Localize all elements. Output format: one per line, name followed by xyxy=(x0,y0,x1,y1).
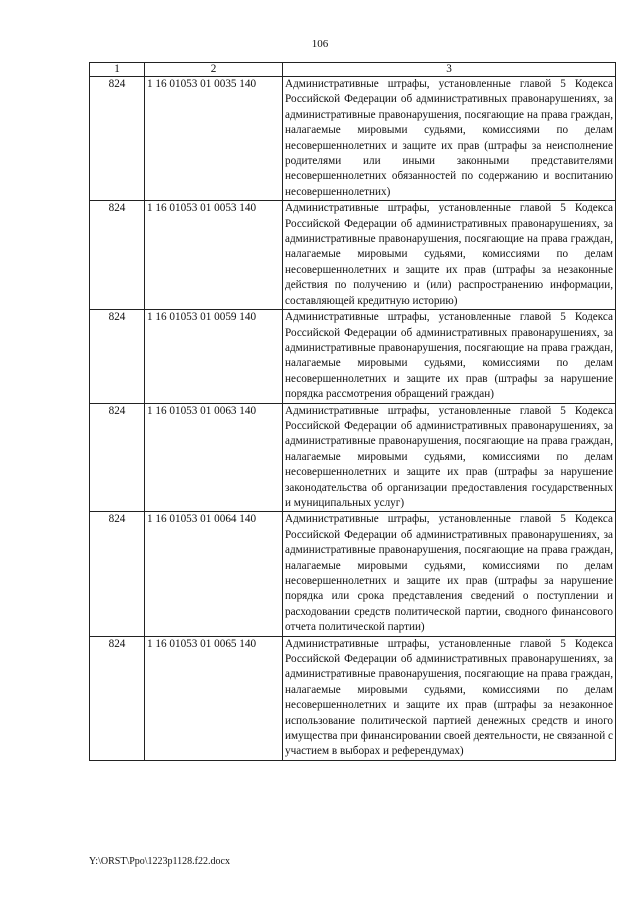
column-header-3: 3 xyxy=(283,63,616,77)
income-code-cell: 1 16 01053 01 0053 140 xyxy=(145,201,283,310)
table-row xyxy=(90,201,616,310)
table-row xyxy=(90,403,616,512)
income-name-cell: Административные штрафы, установленные главой 5 Кодекса Российской Федерации об административных правонарушениях, за административные правонарушения, посягающие на права граждан, налагаемые мировыми судьями, комиссиями по делам несовершеннолетних и защите их прав (штрафы за нарушение законодательства об организации предоставления государственных и муниципальных услуг) xyxy=(283,403,616,512)
document-file-path: Y:\ORST\Ppo\1223p1128.f22.docx xyxy=(89,856,230,867)
income-name-cell: Административные штрафы, установленные главой 5 Кодекса Российской Федерации об административных правонарушениях, за административные правонарушения, посягающие на права граждан, налагаемые мировыми судьями, комиссиями по делам несовершеннолетних и защите их прав (штрафы за нарушение порядка рассмотрения обращений граждан) xyxy=(283,310,616,403)
column-header-1: 1 xyxy=(90,63,145,77)
income-name-cell: Административные штрафы, установленные главой 5 Кодекса Российской Федерации об административных правонарушениях, за административные правонарушения, посягающие на права граждан, налагаемые мировыми судьями, комиссиями по делам несовершеннолетних и защите их прав (штрафы за нарушение порядка или срока представления сведений о поступлении и расходовании средств политической партии, сводного финансового отчета политической партии) xyxy=(283,512,616,636)
income-code-cell: 1 16 01053 01 0063 140 xyxy=(145,403,283,512)
table-row xyxy=(90,77,616,201)
income-code-cell: 1 16 01053 01 0064 140 xyxy=(145,512,283,636)
admin-code-cell: 824 xyxy=(90,636,145,760)
admin-code-cell: 824 xyxy=(90,310,145,403)
table-header-row xyxy=(90,63,616,77)
income-name-cell: Административные штрафы, установленные главой 5 Кодекса Российской Федерации об административных правонарушениях, за административные правонарушения, посягающие на права граждан, налагаемые мировыми судьями, комиссиями по делам несовершеннолетних и защите их прав (штрафы за незаконные действия по получению и (или) распространению информации, составляющей кредитную историю) xyxy=(283,201,616,310)
income-code-cell: 1 16 01053 01 0035 140 xyxy=(145,77,283,201)
admin-code-cell: 824 xyxy=(90,201,145,310)
income-name-cell: Административные штрафы, установленные главой 5 Кодекса Российской Федерации об административных правонарушениях, за административные правонарушения, посягающие на права граждан, налагаемые мировыми судьями, комиссиями по делам несовершеннолетних и защите их прав (штрафы за незаконное использование политической партией денежных средств и иного имущества при финансировании своей деятельности, не связанной с участием в выборах и референдумах) xyxy=(283,636,616,760)
table-row xyxy=(90,310,616,403)
table-row xyxy=(90,636,616,760)
income-name-cell: Административные штрафы, установленные главой 5 Кодекса Российской Федерации об административных правонарушениях, за административные правонарушения, посягающие на права граждан, налагаемые мировыми судьями, комиссиями по делам несовершеннолетних и защите их прав (штрафы за неисполнение родителями или иными законными представителями несовершеннолетних обязанностей по содержанию и воспитанию несовершеннолетних) xyxy=(283,77,616,201)
income-code-cell: 1 16 01053 01 0065 140 xyxy=(145,636,283,760)
table-row xyxy=(90,512,616,636)
admin-code-cell: 824 xyxy=(90,403,145,512)
column-header-2: 2 xyxy=(145,63,283,77)
admin-code-cell: 824 xyxy=(90,77,145,201)
admin-code-cell: 824 xyxy=(90,512,145,636)
income-codes-table xyxy=(89,62,616,761)
income-code-cell: 1 16 01053 01 0059 140 xyxy=(145,310,283,403)
page-number: 106 xyxy=(311,38,329,50)
